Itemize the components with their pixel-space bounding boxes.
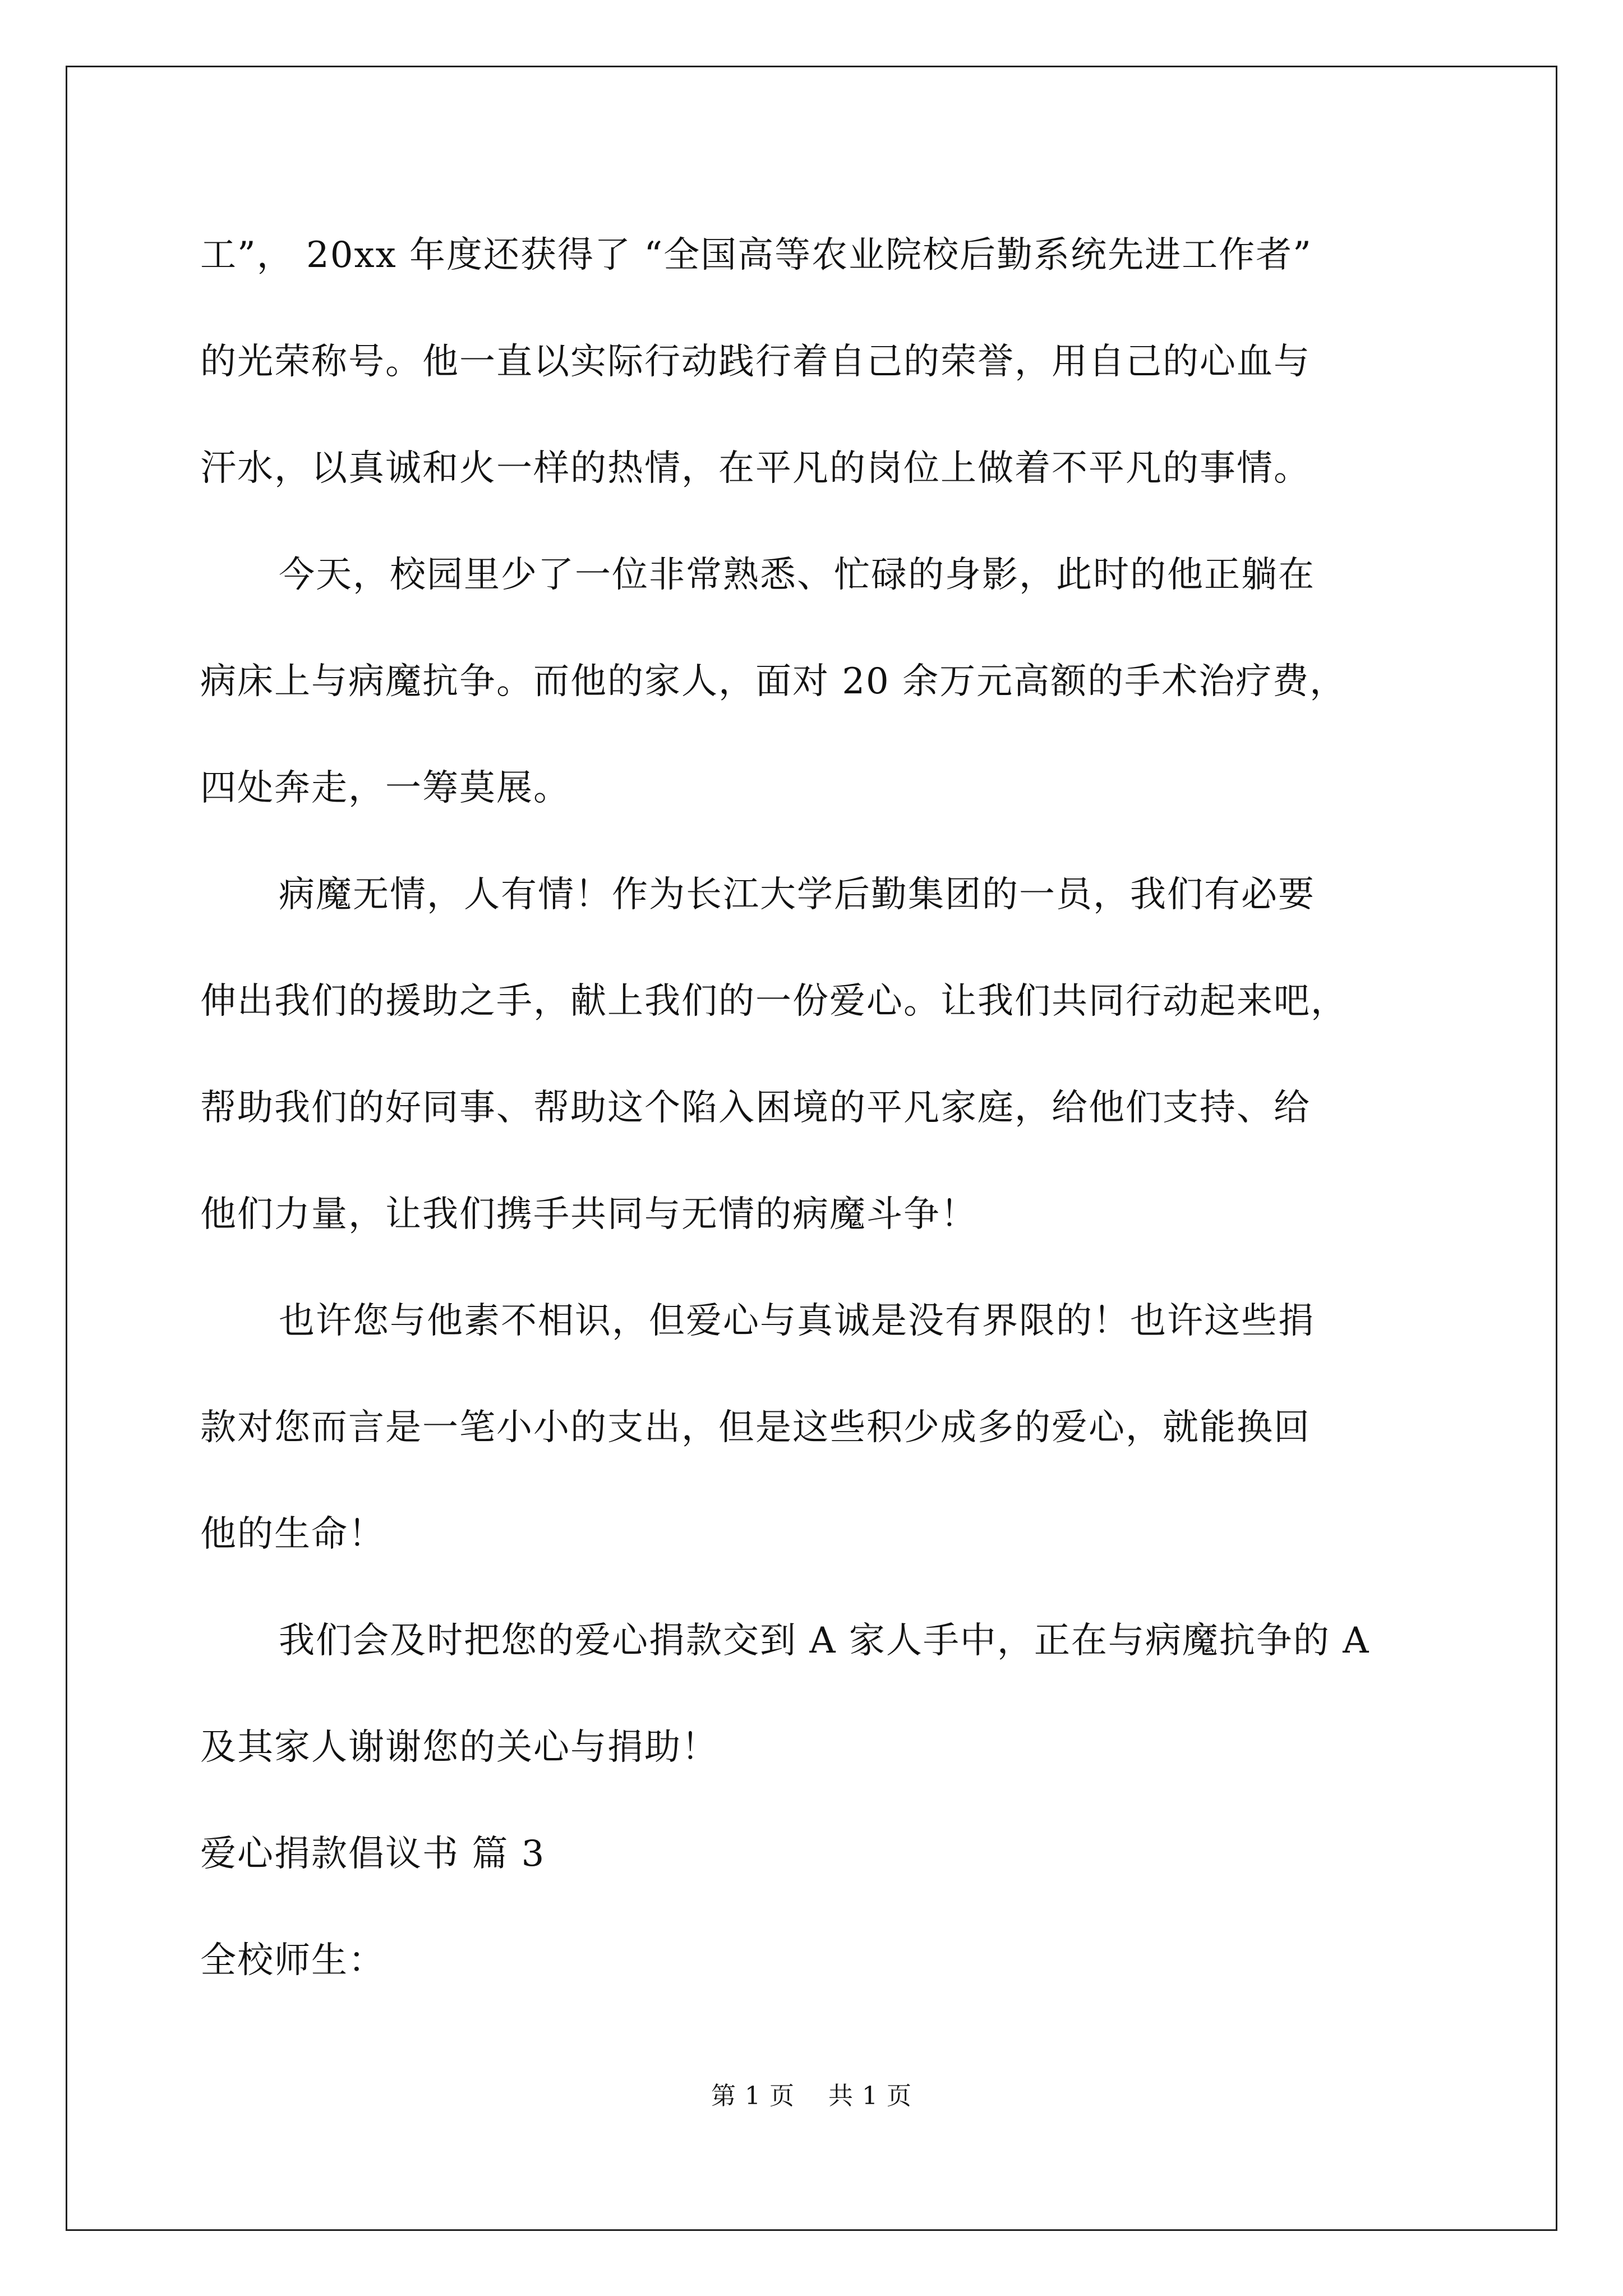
- paragraph-line: 款对您而言是一笔小小的支出，但是这些积少成多的爱心，就能换回: [200, 1407, 1311, 1448]
- page-footer: [0, 2076, 1623, 2111]
- paragraph-line: 病魔无情，人有情！作为长江大学后勤集团的一员，我们有必要: [279, 874, 1315, 915]
- document-body: [200, 202, 1434, 2014]
- paragraph-line: 他们力量，让我们携手共同与无情的病魔斗争！: [200, 1194, 978, 1235]
- paragraph-line: 工”， 20xx 年度还获得了 “全国高等农业院校后勤系统先进工作者”: [200, 234, 1312, 276]
- paragraph-line: 也许您与他素不相识，但爱心与真诚是没有界限的！也许这些捐: [279, 1300, 1315, 1342]
- salutation: 全校师生：: [200, 1940, 385, 1981]
- paragraph-line: 四处奔走，一筹莫展。: [200, 767, 570, 809]
- paragraph-line: 的光荣称号。他一直以实际行动践行着自己的荣誉，用自己的心血与: [200, 341, 1311, 383]
- total-pages: 共 1 页: [828, 2082, 912, 2110]
- paragraph-line: 汗水，以真诚和火一样的热情，在平凡的岗位上做着不平凡的事情。: [200, 448, 1311, 489]
- section-heading: 爱心捐款倡议书 篇 3: [200, 1833, 546, 1875]
- paragraph-line: 帮助我们的好同事、帮助这个陷入困境的平凡家庭，给他们支持、给: [200, 1087, 1311, 1129]
- page-number: 第 1 页: [711, 2082, 795, 2110]
- paragraph-line: 今天，校园里少了一位非常熟悉、忙碌的身影，此时的他正躺在: [279, 554, 1315, 596]
- paragraph-line: 伸出我们的援助之手，献上我们的一份爱心。让我们共同行动起来吧，: [200, 981, 1348, 1022]
- paragraph-line: 他的生命！: [200, 1513, 385, 1555]
- paragraph-line: 病床上与病魔抗争。而他的家人，面对 20 余万元高额的手术治疗费，: [200, 661, 1347, 702]
- paragraph-line: 我们会及时把您的爱心捐款交到 A 家人手中，正在与病魔抗争的 A: [279, 1620, 1370, 1662]
- paragraph-line: 及其家人谢谢您的关心与捐助！: [200, 1727, 718, 1768]
